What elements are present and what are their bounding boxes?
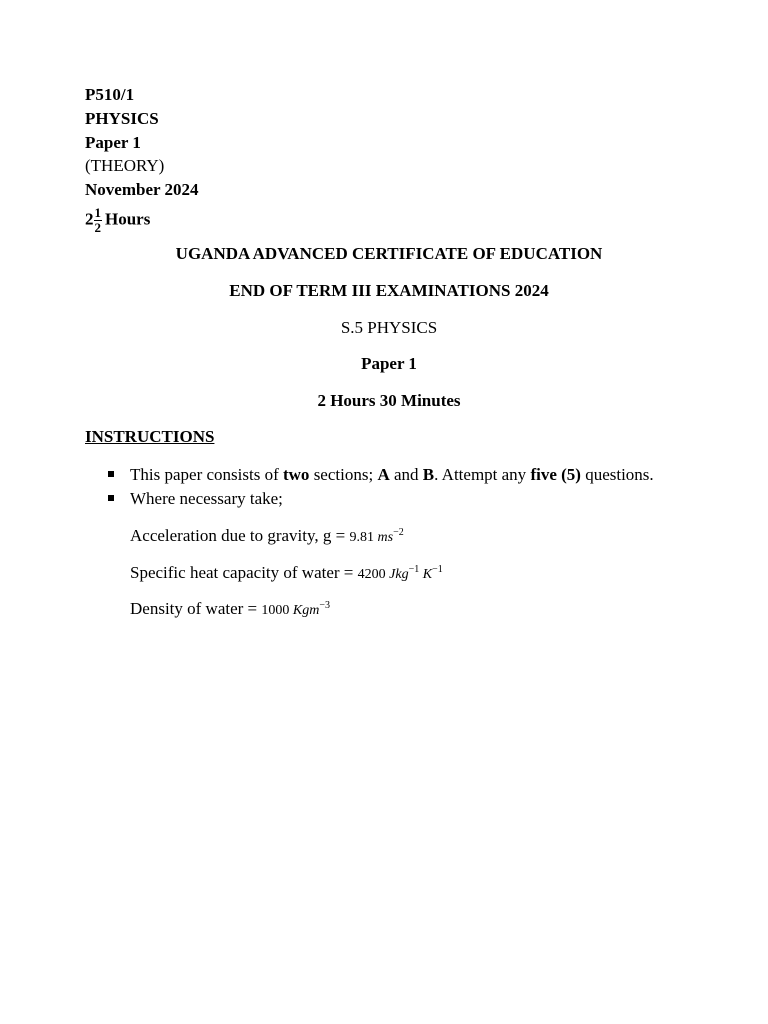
emphasis: five (5) [530, 465, 581, 484]
exponent: −1 [408, 564, 420, 575]
instruction-bullet-constants [108, 489, 283, 509]
value: 4200 [357, 567, 386, 582]
fraction-denominator: 2 [94, 220, 101, 235]
constant-value [357, 564, 443, 582]
duration-fraction [94, 206, 103, 235]
constant-label: Density of water = [130, 599, 262, 618]
duration-whole: 2 [85, 209, 94, 229]
emphasis: two [282, 465, 310, 484]
certificate-title: UGANDA ADVANCED CERTIFICATE OF EDUCATION [175, 244, 603, 263]
constant-gravity [130, 526, 404, 548]
constant-heat-capacity [130, 563, 443, 585]
value: 1000 [261, 603, 290, 618]
text: questions. [580, 465, 654, 484]
exponent: −1 [432, 564, 443, 575]
constant-label: Acceleration due to gravity, g = [130, 526, 350, 545]
constant-value [349, 527, 404, 545]
exam-title: END OF TERM III EXAMINATIONS 2024 [229, 281, 549, 300]
constant-density [130, 599, 330, 621]
paper-title: Paper 1 [361, 354, 417, 373]
instructions-heading: INSTRUCTIONS [85, 427, 215, 446]
duration [85, 206, 150, 235]
exponent: −3 [319, 600, 330, 611]
emphasis: B [422, 465, 435, 484]
exam-date: November 2024 [85, 180, 199, 199]
unit: Kgm [292, 603, 320, 618]
paper-number: Paper 1 [85, 133, 141, 152]
unit: ms [377, 530, 394, 545]
constant-label: Specific heat capacity of water = [130, 563, 358, 582]
unit: K [422, 567, 433, 582]
bullet-square-icon [108, 495, 114, 501]
text: . Attempt any [434, 465, 531, 484]
bullet-square-icon [108, 471, 114, 477]
subject-title: PHYSICS [85, 109, 159, 128]
unit: Jkg [389, 567, 409, 582]
text: This paper consists of [130, 465, 283, 484]
text: Where necessary take; [130, 489, 283, 508]
constant-value [261, 600, 330, 618]
paper-code: P510/1 [85, 85, 135, 104]
fraction-numerator: 1 [94, 205, 101, 220]
paper-type: (THEORY) [85, 156, 165, 175]
exponent: −2 [393, 527, 404, 538]
class-title: S.5 PHYSICS [340, 318, 438, 337]
text: and [389, 465, 423, 484]
value: 9.81 [349, 530, 374, 545]
duration-unit: Hours [105, 209, 151, 229]
emphasis: A [377, 465, 390, 484]
text: sections; [309, 465, 378, 484]
time-allowed: 2 Hours 30 Minutes [317, 391, 461, 410]
instruction-bullet-sections [108, 465, 654, 485]
